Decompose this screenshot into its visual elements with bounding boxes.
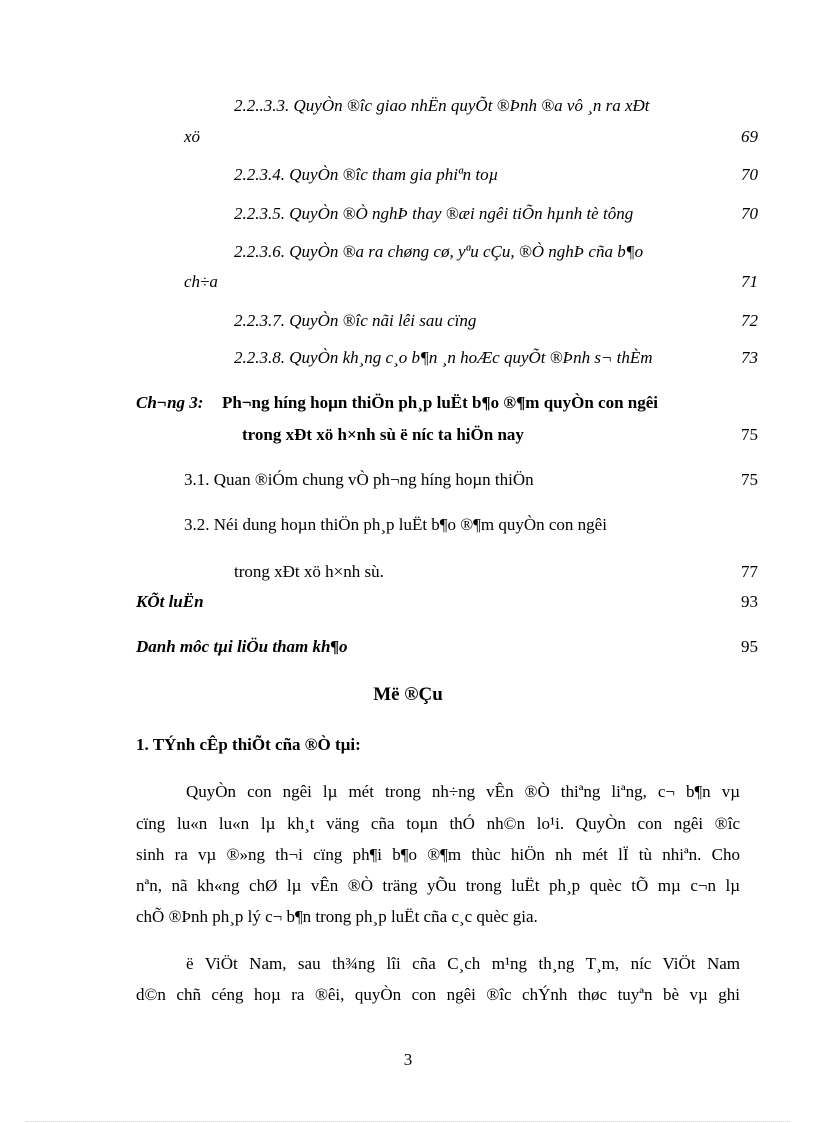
- toc-page-number: 70: [741, 165, 758, 184]
- paragraph-line: cïng lu«n lu«n lµ kh¸t väng cña toµn thÓ nh©n lo¹i. QuyÒn con ngêi ®îc: [136, 814, 740, 833]
- section-heading: Më ®Çu: [373, 684, 443, 705]
- section-1-title: 1. TÝnh cÊp thiÕt cña ®Ò tµi:: [136, 735, 361, 754]
- page-number: 3: [403, 1050, 413, 1069]
- toc-page-number: 72: [741, 311, 758, 330]
- footer-divider: [26, 1121, 790, 1122]
- toc-entry-2-2-3-5: 2.2.3.5. QuyÒn ®Ò nghÞ thay ®æi ngêi tiÕn hµnh tè tông: [234, 204, 634, 223]
- toc-page-number: 95: [741, 637, 758, 656]
- toc-entry-3-2: 3.2. Néi dung hoµn thiÖn ph¸p luËt b¶o ®¶m quyÒn con ngêi: [184, 515, 607, 534]
- toc-references: Danh môc tµi liÖu tham kh¶o: [136, 637, 348, 656]
- toc-page-number: 93: [741, 592, 758, 611]
- toc-entry-2-2-3-6: 2.2.3.6. QuyÒn ®a ra chøng cø, yªu cÇu, ®Ò nghÞ cña b¶o: [234, 242, 644, 261]
- paragraph-line: QuyÒn con ngêi lµ mét trong nh÷ng vÊn ®Ò thiªng liªng, c¬ b¶n vµ: [186, 782, 740, 801]
- toc-entry-2-2-3-8: 2.2.3.8. QuyÒn kh¸ng c¸o b¶n ¸n hoÆc quyÕt ®Þnh s¬ thÈm: [234, 348, 653, 367]
- paragraph-line: d©n chñ céng hoµ ra ®êi, quyÒn con ngêi ®îc chÝnh thøc tuyªn bè vµ ghi: [136, 985, 740, 1004]
- paragraph-line: sinh ra vµ ®»ng th¬i cïng ph¶i b¶o ®¶m thùc hiÖn nh mét lÏ tù nhiªn. Cho: [136, 845, 740, 864]
- toc-page-number: 70: [741, 204, 758, 223]
- toc-page-number: 73: [741, 348, 758, 367]
- paragraph-line: ë ViÖt Nam, sau th¾ng lîi cña C¸ch m¹ng th¸ng T¸m, níc ViÖt Nam: [186, 954, 740, 973]
- toc-entry-2-2-3-7: 2.2.3.7. QuyÒn ®îc nãi lêi sau cïng: [234, 311, 477, 330]
- toc-entry-2-2-3-3: 2.2..3.3. QuyÒn ®îc giao nhËn quyÕt ®Þnh ®a vô ¸n ra xÐt: [234, 96, 650, 115]
- toc-chapter-3-label: Ch¬ng 3:: [136, 393, 204, 412]
- toc-entry-3-2-cont: trong xÐt xö h×nh sù.: [234, 562, 384, 581]
- toc-page-number: 71: [741, 272, 758, 291]
- toc-chapter-3-title: Ph¬ng híng hoµn thiÖn ph¸p luËt b¶o ®¶m quyÒn con ngêi: [222, 393, 659, 412]
- toc-conclusion: KÕt luËn: [136, 592, 204, 611]
- toc-page-number: 75: [741, 470, 758, 489]
- toc-page-number: 69: [741, 127, 758, 146]
- toc-page-number: 77: [741, 562, 758, 581]
- paragraph-line: chÕ ®Þnh ph¸p lý c¬ b¶n trong ph¸p luËt cña c¸c quèc gia.: [136, 907, 538, 926]
- toc-entry-3-1: 3.1. Quan ®iÓm chung vÒ ph¬ng híng hoµn thiÖn: [184, 470, 534, 489]
- toc-page-number: 75: [741, 425, 758, 444]
- toc-entry-2-2-3-4: 2.2.3.4. QuyÒn ®îc tham gia phiªn toµ: [234, 165, 499, 184]
- toc-entry-2-2-3-6-cont: ch÷a: [184, 272, 218, 291]
- paragraph-line: nªn, nã kh«ng chØ lµ vÊn ®Ò träng yÕu trong luËt ph¸p quèc tÕ mµ c¬n lµ: [136, 876, 740, 895]
- toc-entry-2-2-3-3-cont: xö: [184, 127, 201, 146]
- toc-chapter-3-title-cont: trong xÐt xö h×nh sù ë níc ta hiÖn nay: [242, 425, 524, 444]
